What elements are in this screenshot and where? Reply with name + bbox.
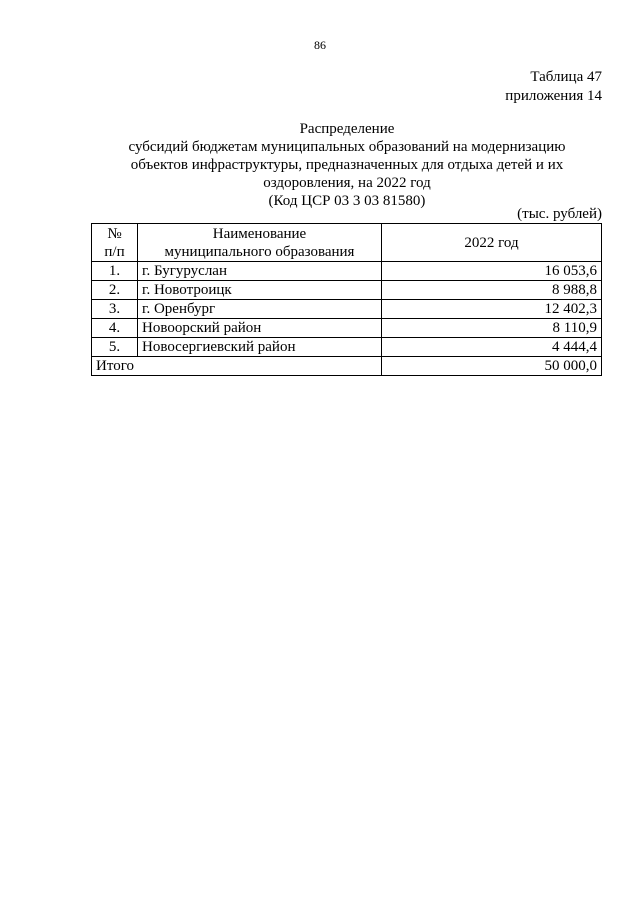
units-label: (тыс. рублей) — [517, 206, 602, 222]
total-amount: 50 000,0 — [382, 357, 602, 376]
row-municipality: Новосергиевский район — [138, 338, 382, 357]
table-header-row — [92, 224, 602, 262]
row-number: 4. — [92, 319, 138, 338]
row-municipality: г. Оренбург — [138, 300, 382, 319]
row-amount: 8 988,8 — [382, 281, 602, 300]
row-municipality: Новоорский район — [138, 319, 382, 338]
header-number-line-1: № — [107, 225, 122, 242]
table-row — [92, 262, 602, 281]
title-line-3: объектов инфраструктуры, предназначенных для отдыха детей и их — [130, 157, 564, 173]
title-line-4: оздоровления, на 2022 год — [263, 175, 431, 191]
header-year: 2022 год — [382, 224, 602, 262]
document-title — [90, 120, 604, 210]
row-amount: 16 053,6 — [382, 262, 602, 281]
row-municipality: г. Новотроицк — [138, 281, 382, 300]
title-line-1: Распределение — [299, 121, 395, 137]
total-label: Итого — [92, 357, 382, 376]
header-name-line-1: Наименование — [212, 225, 307, 242]
row-municipality: г. Бугуруслан — [138, 262, 382, 281]
header-name — [138, 224, 382, 262]
table-reference — [505, 68, 602, 106]
row-amount: 8 110,9 — [382, 319, 602, 338]
table-row — [92, 281, 602, 300]
header-name-line-2: муниципального образования — [164, 243, 355, 260]
table-row — [92, 319, 602, 338]
distribution-table — [91, 223, 602, 376]
row-number: 2. — [92, 281, 138, 300]
row-amount: 12 402,3 — [382, 300, 602, 319]
table-row — [92, 338, 602, 357]
row-amount: 4 444,4 — [382, 338, 602, 357]
row-number: 1. — [92, 262, 138, 281]
row-number: 5. — [92, 338, 138, 357]
table-ref-line-1: Таблица 47 — [530, 69, 602, 85]
table-ref-line-2: приложения 14 — [505, 88, 602, 104]
header-number-line-2: п/п — [104, 243, 125, 260]
header-number — [92, 224, 138, 262]
row-number: 3. — [92, 300, 138, 319]
page-number: 86 — [314, 38, 326, 52]
table-total-row — [92, 357, 602, 376]
table-row — [92, 300, 602, 319]
title-line-5: (Код ЦСР 03 3 03 81580) — [268, 193, 426, 209]
title-line-2: субсидий бюджетам муниципальных образований на модернизацию — [128, 139, 566, 155]
